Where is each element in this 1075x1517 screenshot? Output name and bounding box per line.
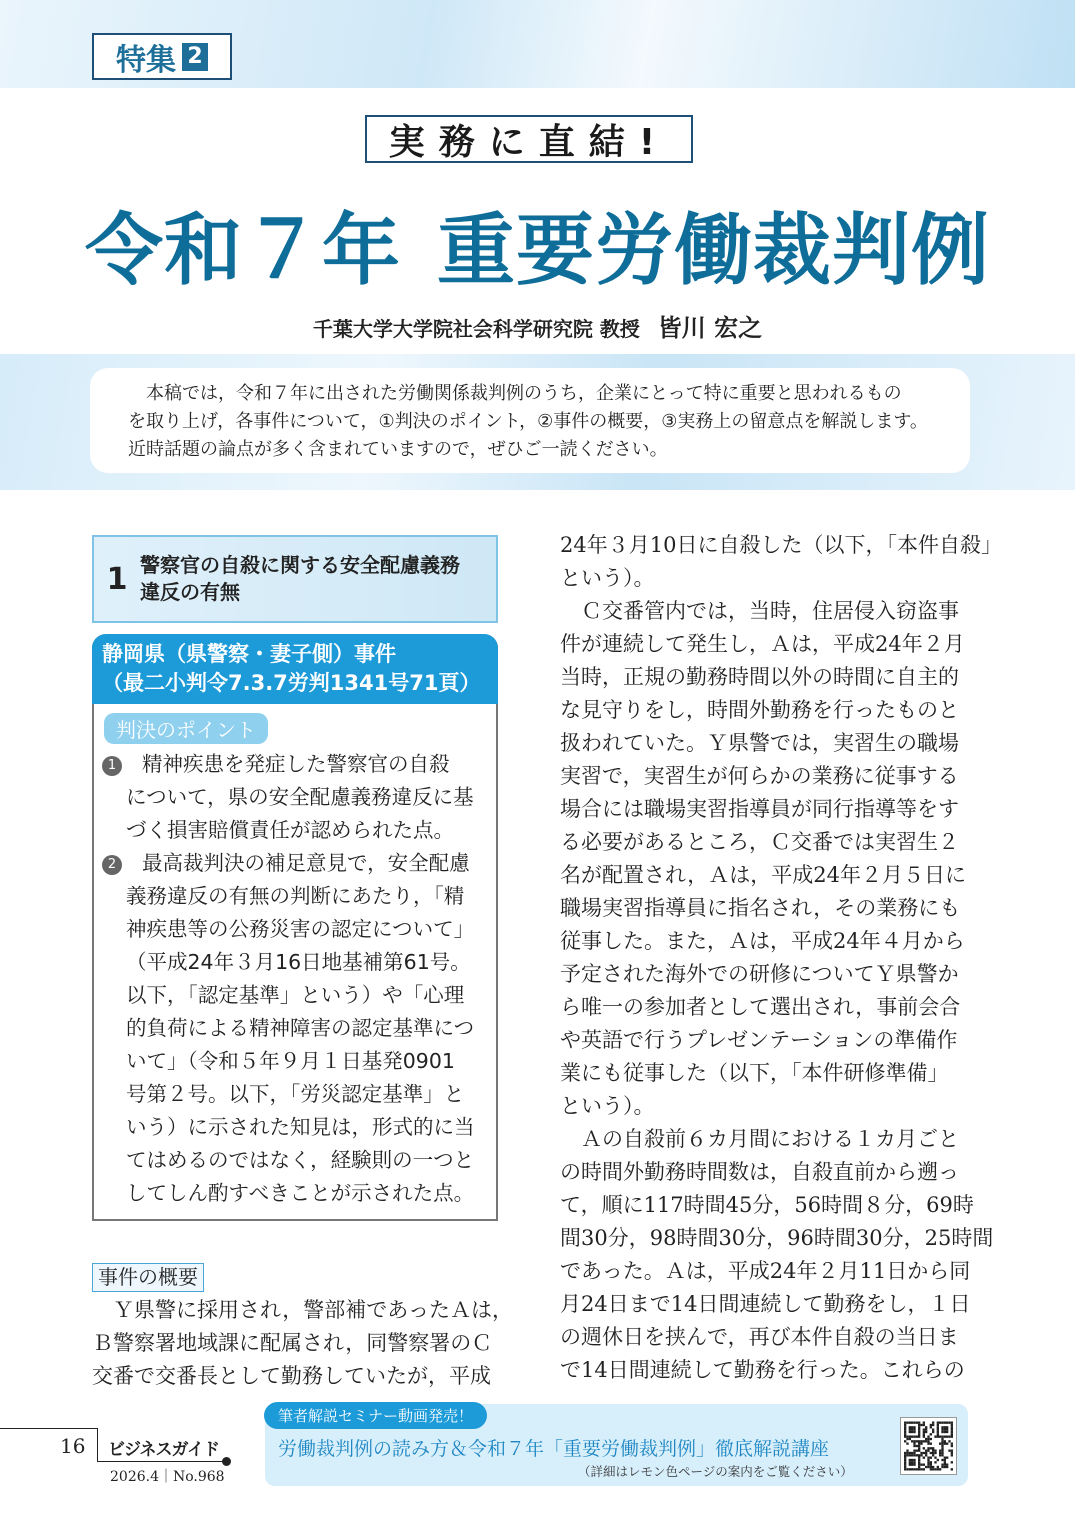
- author-affiliation: 千葉大学大学院社会科学研究院 教授: [312, 317, 640, 341]
- feature-label: 特集: [116, 42, 176, 78]
- point-text: してしん酌すべきことが示された点。: [126, 1181, 475, 1205]
- point-marker-icon: 1: [102, 756, 122, 776]
- point-text: 号第２号。以下，「労災認定基準」と: [126, 1082, 465, 1106]
- body-line: 扱われていた。Ｙ県警では，実習生の職場: [560, 731, 959, 755]
- body-line: 実習で，実習生が何らかの業務に従事する: [560, 764, 959, 788]
- intro-line: 本稿では，令和７年に出された労働関係裁判例のうち，企業にとって特に重要と思われるもの: [128, 383, 902, 404]
- promo-tag: 筆者解説セミナー動画発売！: [264, 1402, 487, 1429]
- point-text: 神疾患等の公務災害の認定について」: [126, 917, 475, 941]
- overview-label: 事件の概要: [92, 1263, 204, 1292]
- section-heading: [92, 535, 498, 623]
- intro-line: を取り上げ，各事件について，①判決のポイント，②事件の概要，③実務上の留意点を解説します。: [128, 411, 928, 432]
- body-line: な見守りをし，時間外勤務を行ったものと: [560, 698, 959, 722]
- kicker: 実務に直結!: [365, 115, 693, 163]
- body-line: 間30分，98時間30分，96時間30分，25時間: [560, 1226, 994, 1250]
- point-text: について，県の安全配慮義務違反に基: [126, 785, 474, 809]
- section-title-line: 警察官の自殺に関する安全配慮義務: [140, 553, 460, 577]
- point-line: [102, 979, 496, 1012]
- point-line: [102, 1045, 496, 1078]
- title-main: 重要労働裁判例: [437, 206, 991, 296]
- body-line: Ａの自殺前６カ月間における１カ月ごと: [560, 1127, 959, 1151]
- point-line: [102, 946, 496, 979]
- point-label: 判決のポイント: [104, 713, 268, 744]
- point-line: [102, 1177, 496, 1210]
- divider: [97, 1428, 98, 1462]
- body-line: 予定された海外での研修についてＹ県警か: [560, 962, 959, 986]
- page-title: [0, 188, 1075, 300]
- body-line: て，順に117時間45分，56時間８分，69時: [560, 1193, 974, 1217]
- body-line: という）。: [560, 566, 655, 590]
- points-list: [94, 744, 496, 1210]
- divider: [97, 1461, 227, 1462]
- author-line: [0, 308, 1075, 343]
- divider: [0, 1428, 97, 1429]
- point-text: （平成24年３月16日地基補第61号。: [126, 950, 471, 974]
- point-line: [102, 880, 496, 913]
- body-line: で14日間連続して勤務を行った。これらの: [560, 1358, 965, 1382]
- feature-number: 2: [182, 43, 208, 71]
- page-number: 16: [60, 1434, 86, 1458]
- point-line: [102, 913, 496, 946]
- body-line: 業にも従事した（以下，「本件研修準備」: [560, 1061, 949, 1085]
- body-line: や英語で行うプレゼンテーションの準備作: [560, 1028, 958, 1052]
- body-line: 場合には職場実習指導員が同行指導等をす: [560, 797, 959, 821]
- point-marker-icon: 2: [102, 855, 122, 875]
- intro-box: [90, 368, 970, 473]
- overview-left-text: [92, 1294, 514, 1393]
- body-line: 交番で交番長として勤務していたが，平成: [92, 1364, 491, 1388]
- body-line: であった。Ａは，平成24年２月11日から同: [560, 1259, 971, 1283]
- point-text: 以下，「認定基準」という）や「心理: [126, 983, 465, 1007]
- point-text: づく損害賠償責任が認められた点。: [126, 818, 454, 842]
- point-text: 的負荷による精神障害の認定基準につ: [126, 1016, 475, 1040]
- body-line: Ｙ県警に採用され，警部補であったＡは，: [92, 1298, 514, 1322]
- magazine-logo: ビジネスガイド: [108, 1440, 219, 1460]
- qr-code-icon[interactable]: [900, 1417, 957, 1475]
- promo-note: （詳細はレモン色ページの案内をご覧ください）: [578, 1464, 853, 1479]
- body-line: る必要があるところ，Ｃ交番では実習生２: [560, 830, 959, 854]
- case-box: [92, 634, 498, 1221]
- point-text: 最高裁判決の補足意見で，安全配慮: [142, 851, 470, 875]
- body-line: 当時，正規の勤務時間以外の時間に自主的: [560, 665, 959, 689]
- divider-dot: [222, 1457, 231, 1466]
- author-name: 皆川 宏之: [657, 314, 763, 342]
- point-line: [102, 814, 496, 847]
- point-text: 精神疾患を発症した警察官の自殺: [142, 752, 450, 776]
- promo-title[interactable]: 労働裁判例の読み方＆令和７年「重要労働裁判例」徹底解説講座: [278, 1438, 830, 1460]
- intro-line: 近時話題の論点が多く含まれていますので，ぜひご一読ください。: [128, 439, 668, 460]
- point-line: [102, 1012, 496, 1045]
- point-line: [102, 847, 496, 880]
- issue-number: 2026.4｜No.968: [110, 1469, 225, 1485]
- body-line: の週休日を挟んで，再び本件自殺の当日ま: [560, 1325, 959, 1349]
- body-line: Ｂ警察署地域課に配属され，同警察署のＣ: [92, 1331, 493, 1355]
- body-line: 職場実習指導員に指名され，その業務にも: [560, 896, 961, 920]
- body-line: 月24日まで14日間連続して勤務をし，１日: [560, 1292, 971, 1316]
- point-line: [102, 1078, 496, 1111]
- point-text: 義務違反の有無の判断にあたり，「精: [126, 884, 465, 908]
- body-line: ら唯一の参加者として選出され，事前会合: [560, 995, 961, 1019]
- body-line: の時間外勤務時間数は，自殺直前から遡っ: [560, 1160, 959, 1184]
- point-text: いて」（令和５年９月１日基発0901: [126, 1049, 455, 1073]
- point-text: てはめるのではなく，経験則の一つと: [126, 1148, 475, 1172]
- section-number: 1: [106, 561, 128, 597]
- title-year: 令和７年: [84, 206, 401, 296]
- point-line: [102, 748, 496, 781]
- body-line: 24年３月10日に自殺した（以下，「本件自殺」: [560, 533, 1002, 557]
- point-line: [102, 781, 496, 814]
- body-line: Ｃ交番管内では，当時，住居侵入窃盗事: [560, 599, 959, 623]
- case-name: [92, 634, 498, 704]
- point-text: いう）に示された知見は，形式的に当: [126, 1115, 475, 1139]
- body-line: 従事した。また，Ａは，平成24年４月から: [560, 929, 965, 953]
- body-line: という）。: [560, 1094, 655, 1118]
- body-line: 名が配置され，Ａは，平成24年２月５日に: [560, 863, 966, 887]
- overview-right-text: [560, 529, 1002, 1387]
- point-line: [102, 1111, 496, 1144]
- body-line: 件が連続して発生し，Ａは，平成24年２月: [560, 632, 965, 656]
- case-name-line: 静岡県（県警察・妻子側）事件: [102, 642, 396, 666]
- feature-badge: [92, 33, 232, 80]
- case-citation: （最二小判令7.3.7労判1341号71頁）: [102, 671, 481, 695]
- point-line: [102, 1144, 496, 1177]
- section-title-line: 違反の有無: [140, 580, 240, 604]
